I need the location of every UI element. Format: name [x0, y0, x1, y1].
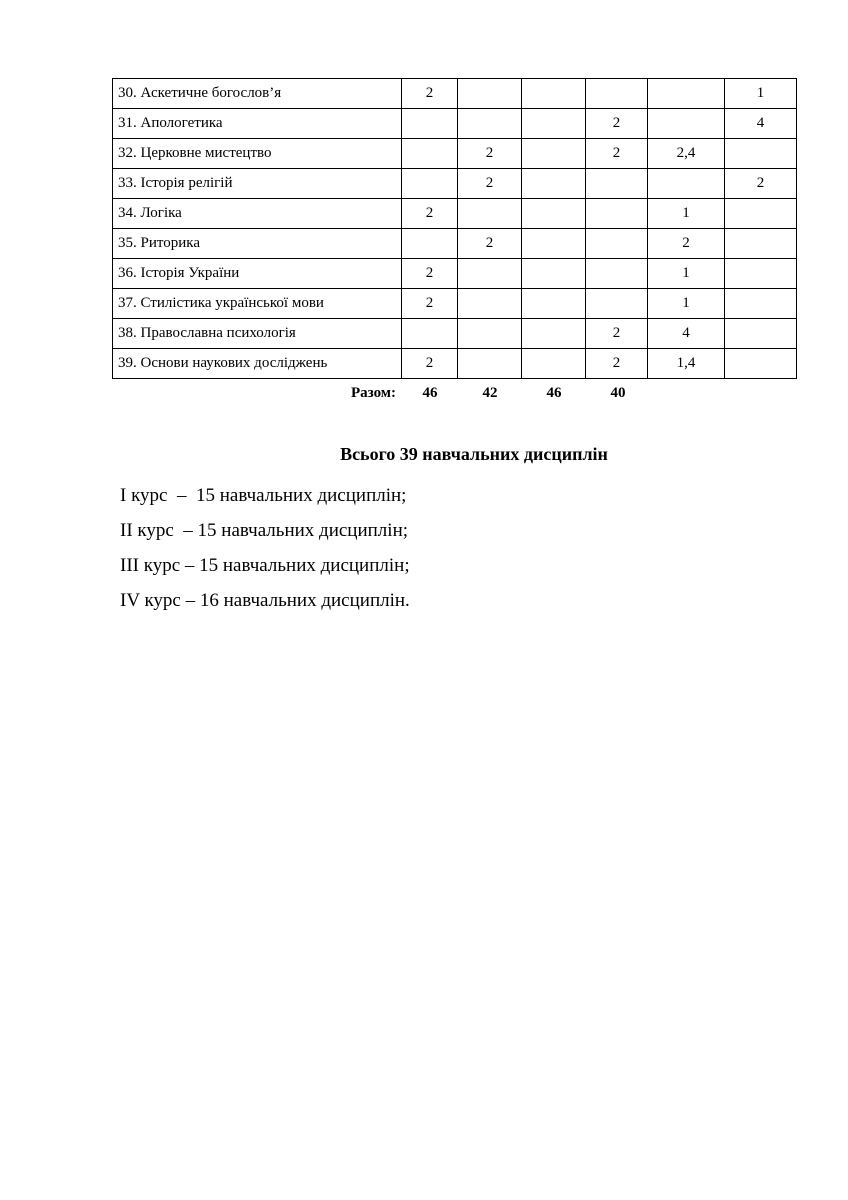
- table-cell: [402, 139, 458, 169]
- table-cell: [522, 289, 586, 319]
- table-body: [113, 79, 797, 379]
- table-cell: 2: [725, 169, 797, 199]
- totals-value: 40: [610, 385, 626, 401]
- table-cell: [648, 169, 725, 199]
- table-cell: [522, 259, 586, 289]
- table-cell: [725, 349, 797, 379]
- table-cell: [458, 259, 522, 289]
- table-cell: 2: [402, 79, 458, 109]
- table-cell: 4: [725, 109, 797, 139]
- table-cell: 4: [648, 319, 725, 349]
- table-cell: [458, 289, 522, 319]
- table-cell: [402, 319, 458, 349]
- table-cell: 1: [648, 289, 725, 319]
- discipline-name-cell: 38. Православна психологія: [113, 319, 402, 349]
- table-cell: [522, 229, 586, 259]
- table-cell: [522, 349, 586, 379]
- table-row: [113, 229, 797, 259]
- table-cell: [725, 259, 797, 289]
- table-cell: [522, 169, 586, 199]
- discipline-name-cell: 30. Аскетичне богослов’я: [113, 79, 402, 109]
- table-row: [113, 349, 797, 379]
- table-cell: 1: [725, 79, 797, 109]
- table-cell: 2: [402, 289, 458, 319]
- table-cell: [458, 199, 522, 229]
- table-cell: [586, 79, 648, 109]
- table-cell: 1: [648, 259, 725, 289]
- table-cell: [586, 289, 648, 319]
- discipline-name-cell: 37. Стилістика української мови: [113, 289, 402, 319]
- table-row: [113, 139, 797, 169]
- table-cell: [725, 229, 797, 259]
- table-cell: [522, 319, 586, 349]
- discipline-name-cell: 33. Історія релігій: [113, 169, 402, 199]
- summary-heading: [0, 444, 848, 465]
- table-cell: 2: [586, 139, 648, 169]
- totals-value: 46: [546, 385, 562, 401]
- course-item: II курс – 15 навчальних дисциплін;: [120, 520, 409, 541]
- discipline-name-cell: 31. Апологетика: [113, 109, 402, 139]
- table-cell: [522, 139, 586, 169]
- table-cell: [458, 79, 522, 109]
- table-cell: 2: [402, 259, 458, 289]
- table-cell: 2: [458, 139, 522, 169]
- table-cell: 2: [648, 229, 725, 259]
- table-cell: 1: [648, 199, 725, 229]
- table-cell: 2: [586, 349, 648, 379]
- table-row: [113, 319, 797, 349]
- table-cell: [648, 79, 725, 109]
- table-cell: 2: [402, 349, 458, 379]
- table-cell: 2: [402, 199, 458, 229]
- table-cell: [458, 349, 522, 379]
- disciplines-table: [112, 78, 797, 379]
- discipline-name-cell: 35. Риторика: [113, 229, 402, 259]
- table-cell: [522, 109, 586, 139]
- table-cell: 2: [586, 319, 648, 349]
- discipline-name-cell: 36. Історія України: [113, 259, 402, 289]
- table-cell: [522, 79, 586, 109]
- table-cell: [725, 199, 797, 229]
- discipline-name-cell: 39. Основи наукових досліджень: [113, 349, 402, 379]
- table-cell: [725, 139, 797, 169]
- table-cell: [402, 109, 458, 139]
- course-item: III курс – 15 навчальних дисциплін;: [120, 555, 410, 576]
- discipline-name-cell: 34. Логіка: [113, 199, 402, 229]
- table-row: [113, 259, 797, 289]
- table-cell: [522, 199, 586, 229]
- table-cell: [648, 109, 725, 139]
- course-item: I курс – 15 навчальних дисциплін;: [120, 485, 407, 506]
- table-cell: [458, 109, 522, 139]
- totals-row: [0, 385, 848, 405]
- discipline-name-cell: 32. Церковне мистецтво: [113, 139, 402, 169]
- table-row: [113, 199, 797, 229]
- totals-label: Разом:: [350, 385, 396, 401]
- table-row: [113, 169, 797, 199]
- table-cell: [586, 229, 648, 259]
- table-cell: 2,4: [648, 139, 725, 169]
- table-row: [113, 109, 797, 139]
- course-list: [120, 478, 410, 618]
- table-cell: [725, 319, 797, 349]
- table-cell: 1,4: [648, 349, 725, 379]
- table-row: [113, 79, 797, 109]
- table-cell: 2: [586, 109, 648, 139]
- table-cell: [458, 319, 522, 349]
- table-cell: 2: [458, 229, 522, 259]
- table-cell: [725, 289, 797, 319]
- totals-value: 46: [422, 385, 438, 401]
- table-row: [113, 289, 797, 319]
- table-cell: [402, 229, 458, 259]
- table-cell: [586, 199, 648, 229]
- table-cell: [586, 169, 648, 199]
- totals-value: 42: [482, 385, 498, 401]
- table-cell: [402, 169, 458, 199]
- table-cell: 2: [458, 169, 522, 199]
- table-cell: [586, 259, 648, 289]
- course-item: IV курс – 16 навчальних дисциплін.: [120, 590, 410, 611]
- summary-heading-text: Всього 39 навчальних дисциплін: [340, 444, 608, 464]
